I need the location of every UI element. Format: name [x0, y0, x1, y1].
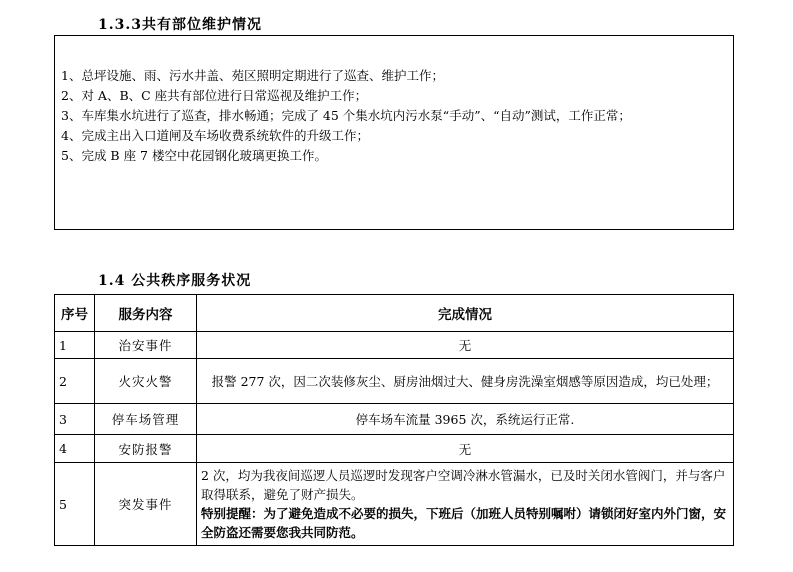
- table-header-row: [55, 295, 734, 332]
- row-no: 4: [55, 435, 95, 463]
- row-item: 安防报警: [95, 435, 197, 463]
- row-item: 治安事件: [95, 332, 197, 359]
- header-result: 完成情况: [197, 295, 734, 332]
- row-result: 停车场车流量 3965 次，系统运行正常.: [197, 404, 734, 435]
- header-item: 服务内容: [95, 295, 197, 332]
- row-result: 报警 277 次，因二次装修灰尘、厨房油烟过大、健身房洗澡室烟感等原因造成，均已处理；: [197, 359, 734, 404]
- header-no: 序号: [55, 295, 95, 332]
- maintenance-line-5: 5、完成 B 座 7 楼空中花园钢化玻璃更换工作。: [61, 148, 327, 163]
- row-no: 2: [55, 359, 95, 404]
- row-result: 无: [197, 332, 734, 359]
- emergency-description: 2 次，均为我夜间巡逻人员巡逻时发现客户空调冷淋水管漏水，已及时关闭水管阀门，并与客户取得联系，避免了财产损失。: [201, 468, 726, 502]
- maintenance-box: [54, 35, 734, 230]
- special-reminder-text: 为了避免造成不必要的损失，下班后（加班人员特别嘱咐）请锁闭好室内外门窗，安全防盗还需要您我共同防范。: [201, 506, 727, 540]
- row-item: 火灾火警: [95, 359, 197, 404]
- section-title-maintenance: 1.3.3共有部位维护情况: [98, 17, 262, 33]
- row-item: 突发事件: [95, 463, 197, 546]
- row-no: 5: [55, 463, 95, 546]
- table-row: [55, 332, 734, 359]
- row-result: 无: [197, 435, 734, 463]
- row-item: 停车场管理: [95, 404, 197, 435]
- maintenance-line-4: 4、完成主出入口道闸及车场收费系统软件的升级工作；: [61, 128, 369, 143]
- maintenance-line-1: 1、总坪设施、雨、污水井盖、苑区照明定期进行了巡查、维护工作；: [61, 68, 444, 83]
- row-no: 3: [55, 404, 95, 435]
- special-reminder: [201, 504, 729, 542]
- table-row: [55, 463, 734, 546]
- maintenance-line-3: 3、车库集水坑进行了巡查，排水畅通；完成了 45 个集水坑内污水泵“手动”、“自动”测试，工作正常；: [61, 108, 631, 123]
- table-row: [55, 435, 734, 463]
- maintenance-line-2: 2、对 A、B、C 座共有部位进行日常巡视及维护工作；: [61, 88, 368, 103]
- table-row: [55, 359, 734, 404]
- row-result-emergency: [197, 463, 734, 546]
- special-reminder-label: 特别提醒：: [201, 506, 264, 521]
- table-row: [55, 404, 734, 435]
- row-no: 1: [55, 332, 95, 359]
- section-title-public-order: 1.4 公共秩序服务状况: [98, 273, 252, 289]
- public-order-table: [54, 294, 734, 546]
